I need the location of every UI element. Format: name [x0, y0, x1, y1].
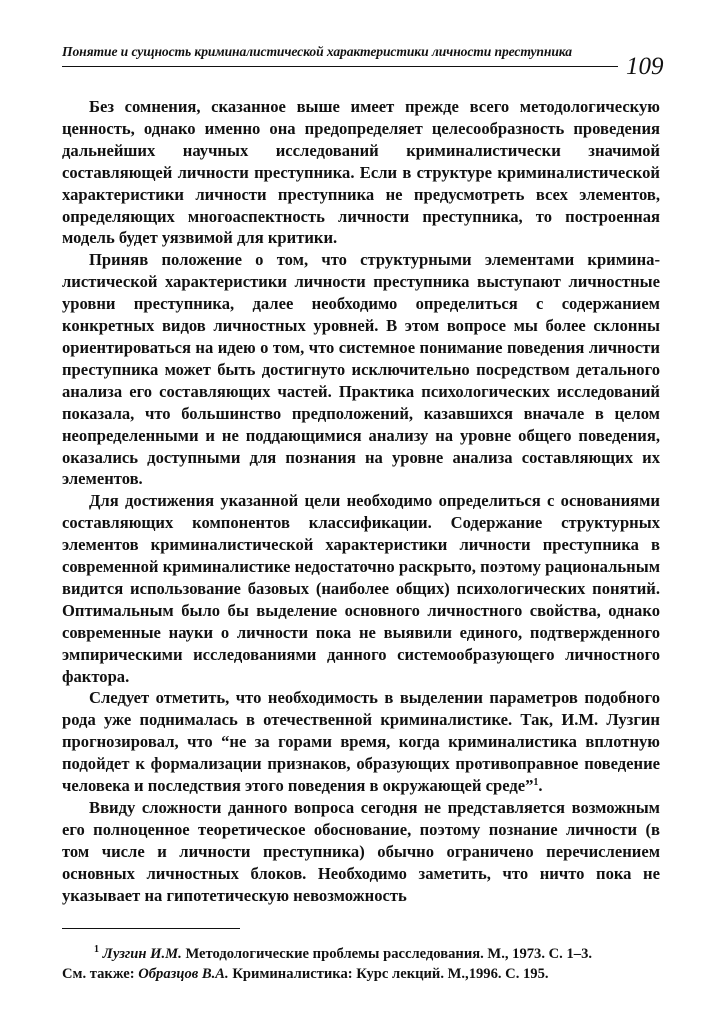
page-number: 109 [626, 53, 664, 80]
footnote-rule [62, 928, 240, 929]
footnote-prefix: См. также: [62, 966, 139, 982]
paragraph: Приняв положение о том, что структурными элементами криминалистической характеристики личности преступника выступают личностные уровни преступника, далее необходимо определиться с содержанием конкретных видов личностных уровней. В этом вопросе мы более склонны ориентироваться на идею о том, что системное понимание поведения личности преступника может быть достигнуто исключительно посредством детального анализа его составляющих частей. Практика психологических исследований показала, что большинство предположений, казавшихся вначале в целом неопределенными и не поддающимися анализу на уровне общего поведения, оказались доступными для познания на уровне анализа составляющих их элементов. [62, 250, 660, 489]
footnote-line [62, 964, 662, 984]
footnote-line [62, 944, 662, 964]
footnote-marker: 1 [94, 944, 99, 955]
paragraph: Для достижения указанной цели необходимо определиться с основаниями составляющих компонентов классификации. Содержание структурных элементов криминалистической характеристики личности преступника в современной криминалистике недостаточно раскрыто, поэтому рациональным видится использование базовых (наиболее общих) психологических понятий. Оптимальным было бы выделение основного личностного свойства, однако современные науки о личности пока не выявили единого, подтвержденного эмпирическими исследованиями данного системообразующего личностного фактора. [62, 491, 660, 686]
header-rule [62, 66, 618, 67]
paragraph: Без сомнения, сказанное выше имеет прежде всего методологическую ценность, однако именно она предопределяет целесообразность проведения дальнейших научных исследований криминалистически значимой составляющей личности преступника. Если в структуре криминалистической характеристики личности преступника не предусмотреть всех элементов, определяющих многоаспектность личности преступника, то построенная модель будет уязвимой для критики. [62, 97, 660, 248]
footnote [62, 944, 662, 984]
footnote-text: Криминалистика: Курс лекций. М.,1996. С. 195. [228, 966, 549, 982]
body-text [62, 96, 660, 907]
paragraph-text: Следует отметить, что необходимость в выделении параметров подобного рода уже поднималась в отечественной криминалистике. Так, И.М. Лузгин прогнозировал, что “не за горами время, когда криминалистика вплотную подойдет к формализации признаков, образующих противоправное поведение человека и последствия этого поведения в окружающей среде” [62, 688, 660, 796]
running-header [62, 44, 614, 60]
paragraph: Ввиду сложности данного вопроса сегодня не представляется возможным его полноценное теоретическое обоснование, поэтому познание личности (в том числе и личности преступника) обычно ограничено перечислением основных личностных блоков. Необходимо заметить, что ничто пока не указывает на гипотетическую невозможность [62, 798, 660, 905]
footnote-text: Методологические проблемы расследования. М., 1973. С. 1–3. [181, 946, 593, 962]
footnote-author: Образцов В.А. [138, 966, 229, 982]
footnote-reference: 1 [533, 777, 539, 789]
running-title: Понятие и сущность криминалистической характеристики личности преступника [62, 44, 572, 59]
footnote-author: Лузгин И.М. [102, 946, 182, 962]
paragraph-with-footnote: Следует отметить, что необходимость в выделении параметров подобного рода уже поднималась в отечественной криминалистике. Так, И.М. Лузгин прогнозировал, что “не за горами время, когда криминалистика вплотную подойдет к формализации признаков, образующих противоправное поведение человека и последствия этого поведения в окружающей среде”$^1$. [62, 688, 660, 796]
